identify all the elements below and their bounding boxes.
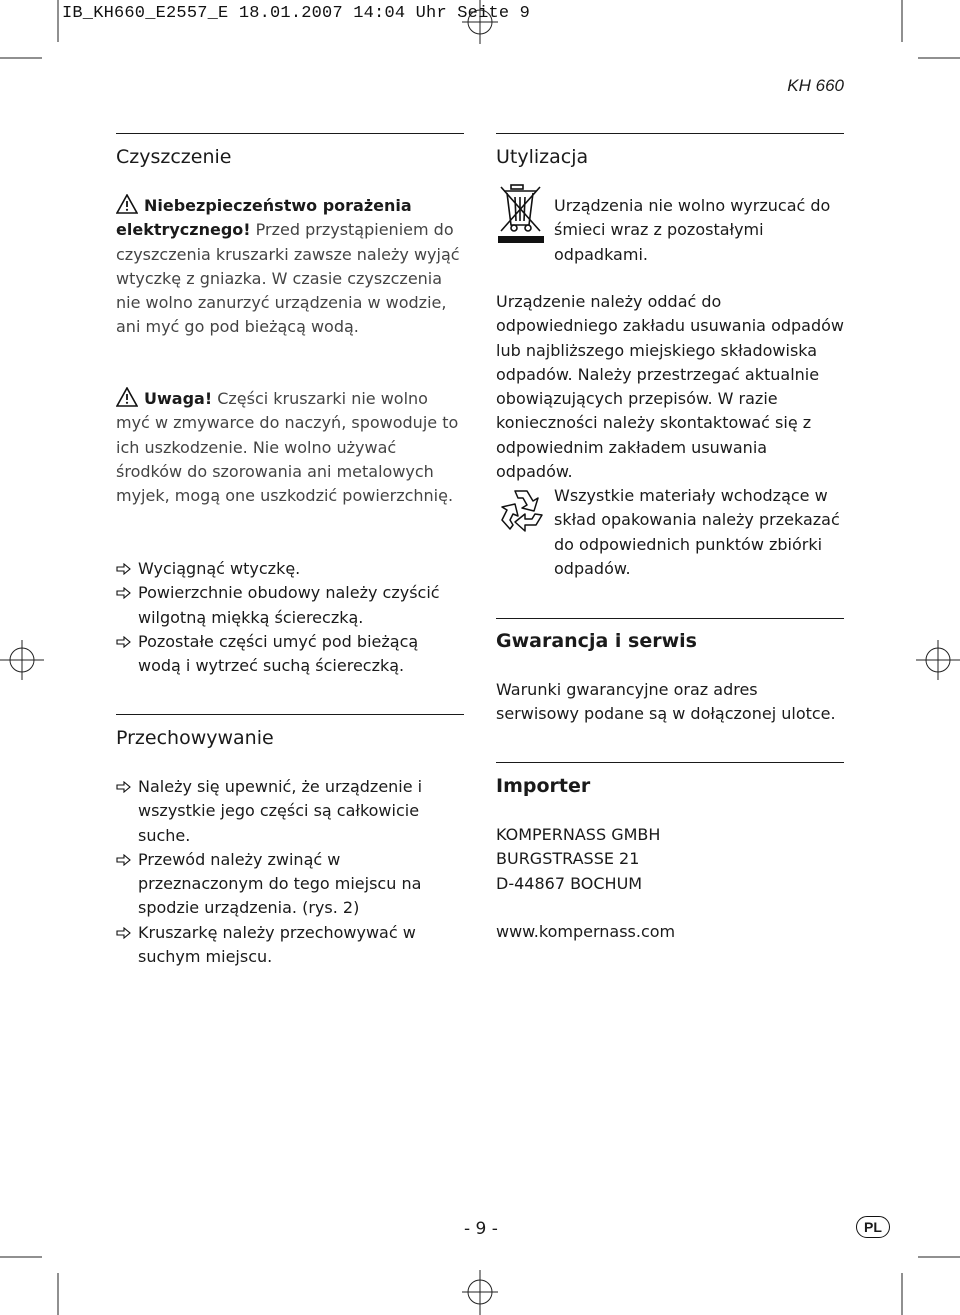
disposal-paragraph: Urządzenie należy oddać do odpowiedniego zakładu usuwania odpadów lub najbliższego miejskiego składowiska odpadów. Należy przestrzegać aktualnie obowiązujących przepisów. W razie konieczności należy skontaktować się z odpowiednim zakładem usuwania odpadów. (496, 292, 845, 482)
crossed-bin-icon (496, 181, 546, 247)
recycle-icon (496, 487, 546, 533)
storage-heading: Przechowywanie (116, 727, 274, 749)
importer-street: BURGSTRASSE 21 (496, 849, 640, 868)
electric-warning-text: Przed przystąpieniem do czyszczenia kruszarki zawsze należy wyjąć wtyczkę z gniazka. W czasie czyszczenia nie wolno zanurzyć urządzenia w wodzie, ani myć go pod bieżącą wodą. (116, 220, 460, 337)
arrow-right-icon (116, 563, 131, 575)
model-label: KH 660 (787, 76, 844, 95)
cleaning-steps (116, 557, 461, 678)
arrow-right-icon (116, 927, 131, 939)
electric-warning (116, 194, 461, 340)
importer-name: KOMPERNASS GMBH (496, 825, 661, 844)
list-item: Przewód należy zwinąć w przeznaczonym do tego miejscu na spodzie urządzenia. (rys. 2) (116, 848, 461, 921)
cleaning-rule (116, 133, 464, 134)
bin-text: Urządzenia nie wolno wyrzucać do śmieci wraz z pozostałymi odpadkami. (554, 196, 831, 264)
list-item: Wyciągnąć wtyczkę. (116, 557, 461, 581)
caution-warning-text: Części kruszarki nie wolno myć w zmywarce do naczyń, spowoduje to ich uszkodzenie. Nie wolno używać środków do szorowania ani metalowych myjek, mogą one uszkodzić powierzchnię. (116, 389, 459, 506)
importer-heading: Importer (496, 775, 591, 797)
disposal-rule (496, 133, 844, 134)
storage-rule (116, 714, 464, 715)
list-item: Należy się upewnić, że urządzenie i wszystkie jego części są całkowicie suche. (116, 775, 461, 848)
recycle-text: Wszystkie materiały wchodzące w skład opakowania należy przekazać do odpowiednich punktów zbiórki odpadów. (554, 486, 840, 578)
list-item: Pozostałe części umyć pod bieżącą wodą i wytrzeć suchą ściereczką. (116, 630, 461, 679)
importer-website[interactable]: www.kompernass.com (496, 922, 676, 941)
cleaning-heading: Czyszczenie (116, 146, 232, 168)
arrow-right-icon (116, 587, 131, 599)
warranty-heading: Gwarancja i serwis (496, 630, 697, 652)
importer-rule (496, 762, 844, 763)
importer-city: D-44867 BOCHUM (496, 874, 643, 893)
warranty-text: Warunki gwarancyjne oraz adres serwisowy podane są w dołączonej ulotce. (496, 680, 836, 724)
list-item: Kruszarkę należy przechowywać w suchym miejscu. (116, 921, 461, 970)
warranty-rule (496, 618, 844, 619)
storage-steps (116, 775, 461, 969)
print-slug: IB_KH660_E2557_E 18.01.2007 14:04 Uhr Seite 9 (62, 4, 531, 23)
arrow-right-icon (116, 854, 131, 866)
warning-icon (116, 194, 138, 214)
arrow-right-icon (116, 636, 131, 648)
warning-icon (116, 387, 138, 407)
caution-warning (116, 387, 461, 508)
disposal-heading: Utylizacja (496, 146, 589, 168)
electric-warning-bold: Niebezpieczeństwo porażenia elektrycznego! (116, 196, 412, 240)
page-number: - 9 - (464, 1219, 498, 1239)
caution-warning-bold: Uwaga! (144, 389, 213, 408)
language-badge: PL (856, 1216, 890, 1238)
list-item: Powierzchnie obudowy należy czyścić wilgotną miękką ściereczką. (116, 581, 461, 630)
arrow-right-icon (116, 781, 131, 793)
